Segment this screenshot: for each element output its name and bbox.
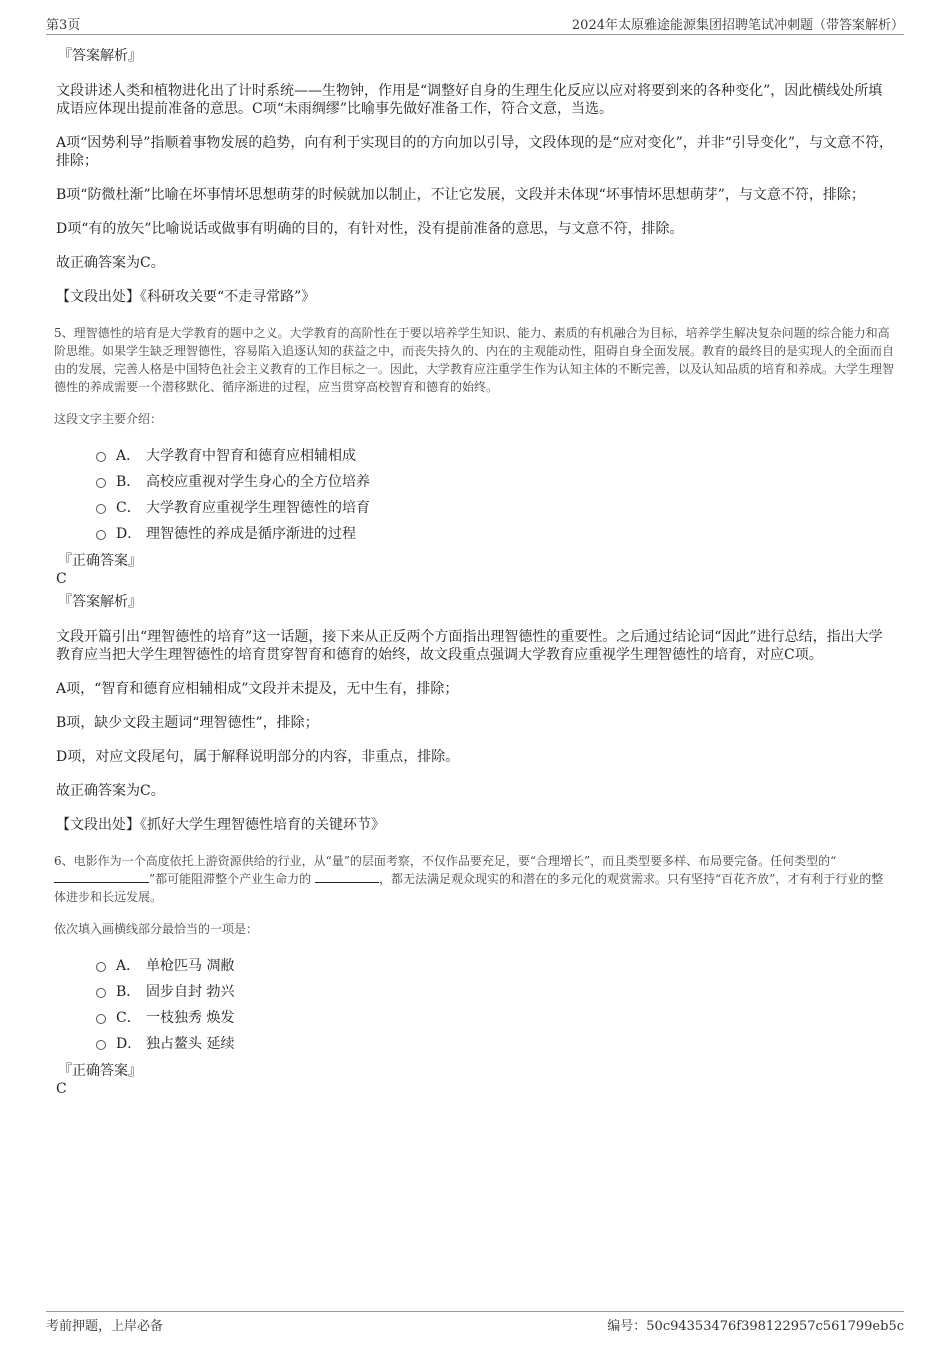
q5-answer-block [56,552,894,612]
q6-answer-block [56,1062,894,1098]
radio-icon[interactable] [96,988,106,998]
radio-icon[interactable] [96,962,106,972]
q6-option-a[interactable] [96,952,894,978]
option-letter: B． [116,984,141,1000]
radio-icon[interactable] [96,530,106,540]
q6-stem [54,852,894,906]
q5-option-a-analysis: A项，“智育和德育应相辅相成”文段并未提及，无中生有，排除； [56,681,459,697]
q5-answer: C [56,571,67,587]
option-letter: D． [116,526,142,542]
radio-icon[interactable] [96,504,106,514]
q4-analysis-label: 『答案解析』 [58,48,142,64]
q6-answer: C [56,1081,67,1097]
q6-stem-part1: 6、电影作为一个高度依托上游资源供给的行业，从“量”的层面考察，不仅作品要充足，要“合理增长”，而且类型要多样、布局要完备。任何类型的“ [54,854,837,868]
page-number: 第3页 [46,18,81,33]
q6-options [96,952,894,1056]
q6-prompt: 依次填入画横线部分最恰当的一项是： [54,922,259,936]
q6-answer-label: 『正确答案』 [58,1063,142,1079]
q5-prompt: 这段文字主要介绍： [54,412,163,426]
q5-option-b-analysis: B项，缺少文段主题词“理智德性”，排除； [56,715,319,731]
q5-conclusion: 故正确答案为C。 [56,783,165,799]
page-footer [46,1311,904,1334]
q5-source: 【文段出处】《抓好大学生理智德性培育的关键环节》 [56,817,385,833]
q6-option-b[interactable] [96,978,894,1004]
footer-code-value: 50c94353476f398122957c561799eb5c [646,1319,904,1334]
q6-option-c[interactable] [96,1004,894,1030]
document-title: 2024年太原雅途能源集团招聘笔试冲刺题（带答案解析） [571,18,904,33]
q4-option-d-analysis: D项“有的放矢”比喻说话或做事有明确的目的，有针对性，没有提前准备的意思，与文意不符，排除。 [56,221,684,237]
option-letter: A． [116,448,141,464]
footer-code-label: 编号： [607,1319,647,1334]
q5-analysis: 文段开篇引出“理智德性的培育”这一话题，接下来从正反两个方面指出理智德性的重要性。之后通过结论词“因此”进行总结，指出大学教育应当把大学生理智德性的培育贯穿智育和德育的始终，故文段重点强调大学教育应重视学生理智德性的培育，对应C项。 [56,629,883,663]
option-letter: A． [116,958,141,974]
q5-option-d[interactable] [96,520,894,546]
q6-stem-part3: ，都无法满足观众现实的和潜在的多元化的观赏需求。只有坚持“百花齐放”，才有利于行业的整体进步和长远发展。 [54,872,884,904]
option-text: 一枝独秀 焕发 [146,1010,235,1026]
fill-blank-2 [315,870,379,883]
option-text: 固步自封 勃兴 [146,984,235,1000]
q5-answer-label: 『正确答案』 [58,553,142,569]
q5-analysis-label: 『答案解析』 [58,594,142,610]
footer-slogan: 考前押题，上岸必备 [46,1319,164,1334]
page-header [46,14,904,35]
option-text: 高校应重视对学生身心的全方位培养 [146,474,370,490]
radio-icon[interactable] [96,1014,106,1024]
q5-option-a[interactable] [96,442,894,468]
fill-blank-1 [54,870,149,883]
q6-stem-part2: ”都可能阻滞整个产业生命力的 [149,872,312,886]
option-text: 理智德性的养成是循序渐进的过程 [146,526,356,542]
q4-source: 【文段出处】《科研攻关要“不走寻常路”》 [56,289,316,305]
option-text: 大学教育应重视学生理智德性的培育 [146,500,370,516]
document-body [56,46,894,1104]
q4-analysis: 文段讲述人类和植物进化出了计时系统——生物钟，作用是“调整好自身的生理生化反应以应对将要到来的各种变化”，因此横线处所填成语应体现出提前准备的意思。C项“未雨绸缪”比喻事先做好准备工作，符合文意，当选。 [56,83,883,117]
q5-option-d-analysis: D项，对应文段尾句，属于解释说明部分的内容，非重点，排除。 [56,749,460,765]
q5-options [96,442,894,546]
q4-conclusion: 故正确答案为C。 [56,255,165,271]
option-text: 独占鳌头 延续 [146,1036,235,1052]
q5-stem: 5、理智德性的培育是大学教育的题中之义。大学教育的高阶性在于要以培养学生知识、能力、素质的有机融合为目标，培养学生解决复杂问题的综合能力和高阶思维。如果学生缺乏理智德性，容易陷入追逐认知的获益之中，而丧失持久的、内在的主观能动性，阻碍自身全面发展。教育的最终目的是实现人的全面而自由的发展，完善人格是中国特色社会主义教育的工作目标之一。因此，大学教育应注重学生作为认知主体的不断完善，以及认知品质的培育和养成。大学生理智德性的养成需要一个潜移默化、循序渐进的过程，应当贯穿高校智育和德育的始终。 [54,326,895,394]
q4-option-b-analysis: B项“防微杜渐”比喻在坏事情坏思想萌芽的时候就加以制止，不让它发展，文段并未体现“坏事情坏思想萌芽”，与文意不符，排除； [56,187,865,203]
radio-icon[interactable] [96,452,106,462]
option-letter: C． [116,1010,141,1026]
option-text: 大学教育中智育和德育应相辅相成 [146,448,356,464]
option-letter: C． [116,500,141,516]
q6-option-d[interactable] [96,1030,894,1056]
q5-option-b[interactable] [96,468,894,494]
footer-code [607,1315,904,1334]
radio-icon[interactable] [96,478,106,488]
radio-icon[interactable] [96,1040,106,1050]
option-letter: B． [116,474,141,490]
option-letter: D． [116,1036,142,1052]
q5-option-c[interactable] [96,494,894,520]
q4-option-a-analysis: A项“因势利导”指顺着事物发展的趋势，向有利于实现目的的方向加以引导，文段体现的是“应对变化”，并非“引导变化”，与文意不符，排除； [56,135,894,169]
option-text: 单枪匹马 凋敝 [146,958,235,974]
